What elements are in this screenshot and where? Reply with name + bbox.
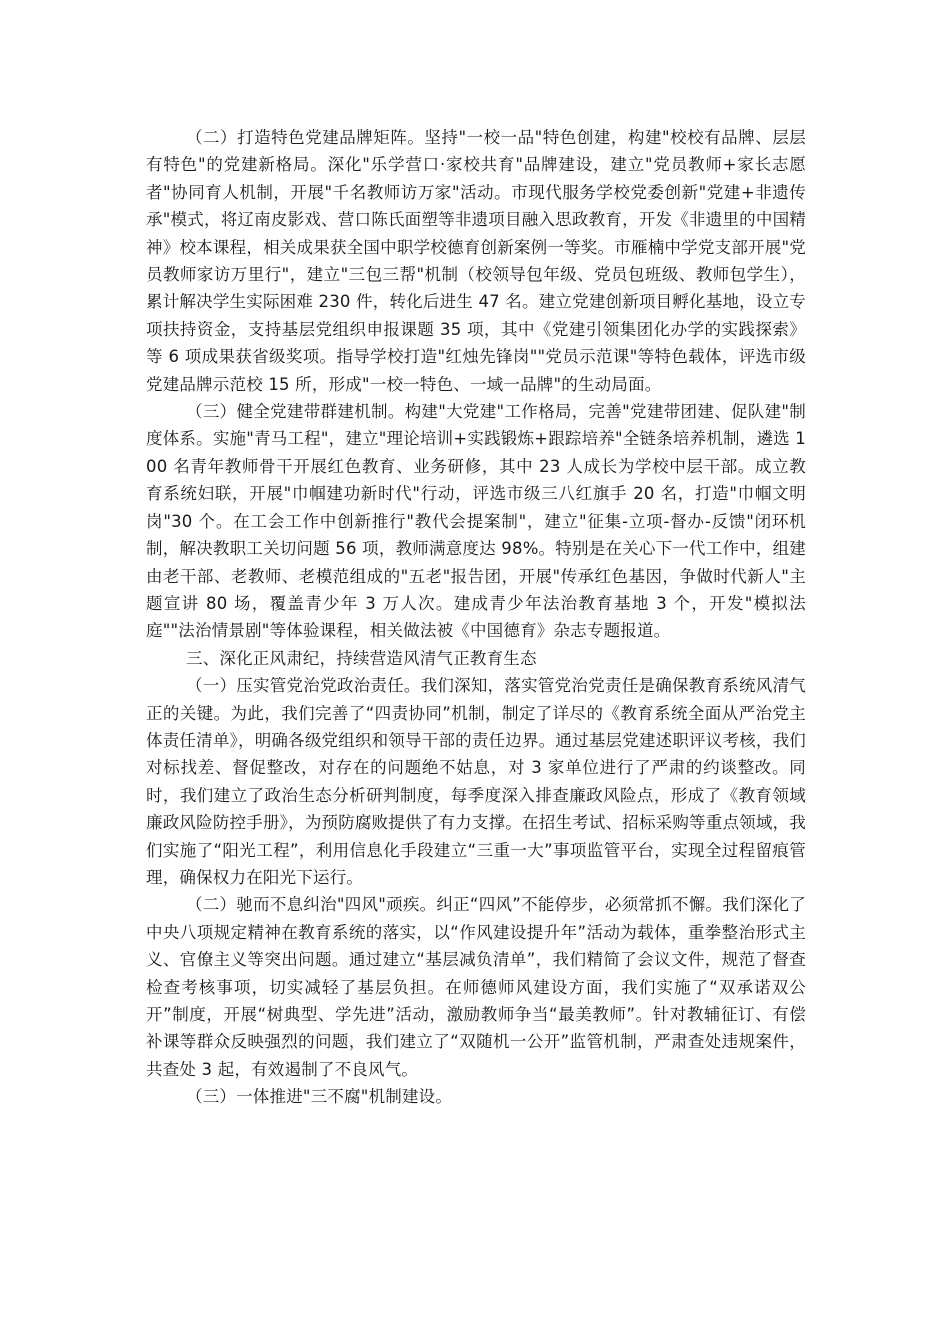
- paragraph-brand-matrix: （二）打造特色党建品牌矩阵。坚持"一校一品"特色创建，构建"校校有品牌、层层有特色"的党建新格局。深化"乐学营口·家校共育"品牌建设，建立"党员教师+家长志愿者"协同育人机制，开展"千名教师访万家"活动。市现代服务学校党委创新"党建+非遗传承"模式，将辽南皮影戏、营口陈氏面塑等非遗项目融入思政教育，开发《非遗里的中国精神》校本课程，相关成果获全国中职学校德育创新案例一等奖。市雁楠中学党支部开展"党员教师家访万里行"，建立"三包三帮"机制（校领导包年级、党员包班级、教师包学生），累计解决学生实际困难 230 件，转化后进生 47 名。建立党建创新项目孵化基地，设立专项扶持资金，支持基层党组织申报课题 35 项，其中《党建引领集团化办学的实践探索》等 6 项成果获省级奖项。指导学校打造"红烛先锋岗""党员示范课"等特色载体，评选市级党建品牌示范校 15 所，形成"一校一特色、一域一品牌"的生动局面。: [146, 128, 806, 394]
- section-heading: 三、深化正风肃纪，持续营造风清气正教育生态: [186, 648, 537, 668]
- paragraph-three-no-corruption: （三）一体推进"三不腐"机制建设。: [186, 1087, 453, 1107]
- paragraph-four-winds: （二）驰而不息纠治"四风"顽疾。纠正“四风”不能停步，必须常抓不懈。我们深化了中央八项规定精神在教育系统的落实，以“作风建设提升年”活动为载体，重拳整治形式主义、官僚主义等突出问题。通过建立“基层减负清单”，我们精简了会议文件，规范了督查检查考核事项，切实减轻了基层负担。在师德师风建设方面，我们实施了“双承诺双公开”制度，开展“树典型、学先进”活动，激励教师争当“最美教师”。针对教辅征订、有偿补课等群众反映强烈的问题，我们建立了“双随机一公开”监管机制，严肃查处违规案件，共查处 3 起，有效遏制了不良风气。: [146, 895, 806, 1079]
- paragraph-party-mass-mechanism: （三）健全党建带群建机制。构建"大党建"工作格局，完善"党建带团建、促队建"制度体系。实施"青马工程"，建立"理论培训+实践锻炼+跟踪培养"全链条培养机制，遴选 100 名青年教师骨干开展红色教育、业务研修，其中 23 人成长为学校中层干部。成立教育系统妇联，开展"巾帼建功新时代"行动，评选市级三八红旗手 20 名，打造"巾帼文明岗"30 个。在工会工作中创新推行"教代会提案制"，建立"征集-立项-督办-反馈"闭环机制，解决教职工关切问题 56 项，教师满意度达 98%。特别是在关心下一代工作中，组建由老干部、老教师、老模范组成的"五老"报告团，开展"传承红色基因，争做时代新人"主题宣讲 80 场，覆盖青少年 3 万人次。建成青少年法治教育基地 3 个，开发"模拟法庭""法治情景剧"等体验课程，相关做法被《中国德育》杂志专题报道。: [146, 402, 806, 641]
- document-page: [146, 124, 806, 1111]
- paragraph-political-responsibility: （一）压实管党治党政治责任。我们深知，落实管党治党责任是确保教育系统风清气正的关键。为此，我们完善了“四责协同”机制，制定了详尽的《教育系统全面从严治党主体责任清单》，明确各级党组织和领导干部的责任边界。通过基层党建述职评议考核，我们对标找差、督促整改，对存在的问题绝不姑息，对 3 家单位进行了严肃的约谈整改。同时，我们建立了政治生态分析研判制度，每季度深入排查廉政风险点，形成了《教育领域廉政风险防控手册》，为预防腐败提供了有力支撑。在招生考试、招标采购等重点领域，我们实施了“阳光工程”，利用信息化手段建立“三重一大”事项监管平台，实现全过程留痕管理，确保权力在阳光下运行。: [146, 676, 806, 887]
